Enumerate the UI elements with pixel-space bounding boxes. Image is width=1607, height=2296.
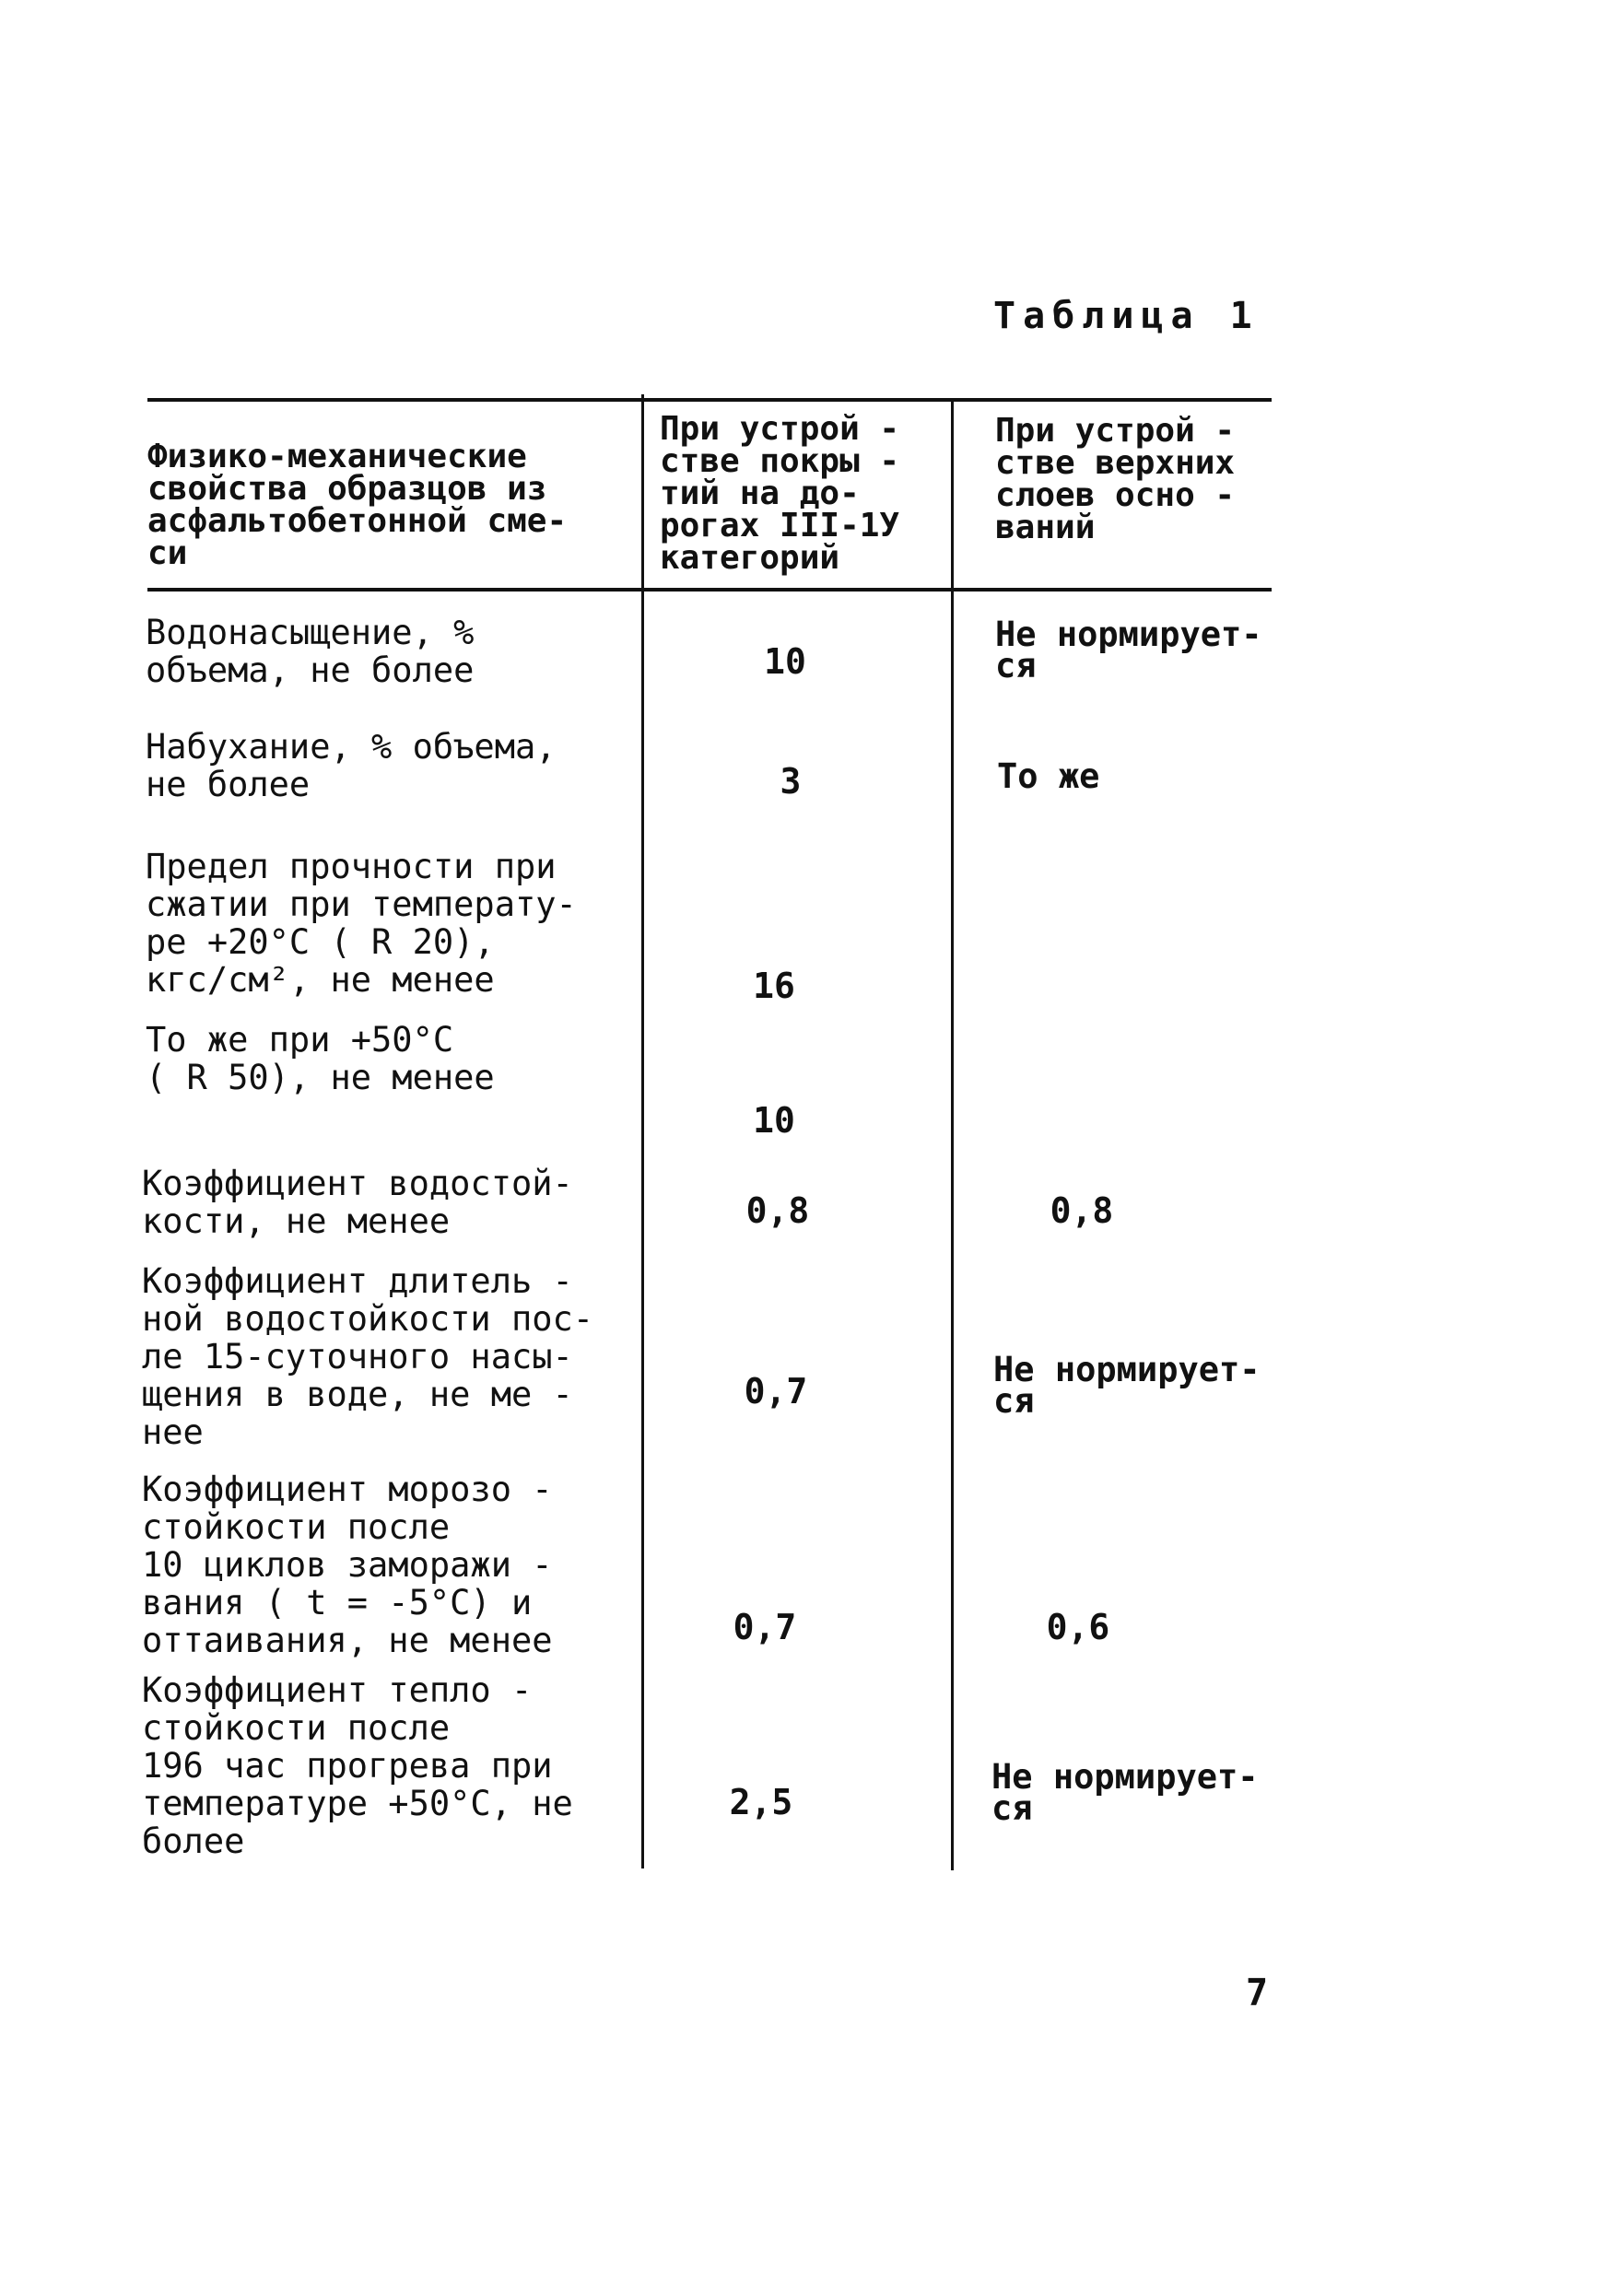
column-divider-1 (641, 394, 644, 1868)
row-value-base: То же (997, 756, 1100, 796)
row-value-base: Не нормирует- ся (991, 1757, 1259, 1828)
row-property: Коэффициент водостой- кости, не менее (142, 1164, 573, 1241)
row-property: То же при +50°С ( R 50), не менее (146, 1020, 495, 1097)
row-value-coverings: 0,7 (733, 1607, 797, 1647)
row-value-base: Не нормирует- ся (993, 1350, 1261, 1421)
row-value-base: Не нормирует- ся (995, 615, 1262, 685)
row-value-coverings: 3 (780, 761, 802, 802)
row-value-coverings: 10 (764, 641, 806, 682)
row-value-coverings: 10 (753, 1100, 795, 1141)
header-property: Физико-механические свойства образцов из асфальтобетонной сме- си (147, 438, 568, 572)
row-property: Водонасыщение, % объема, не более (146, 613, 475, 690)
table-caption: Таблица 1 (993, 295, 1260, 337)
row-property: Набухание, % объема, не более (146, 727, 557, 804)
row-value-base: 0,6 (1046, 1607, 1110, 1647)
row-value-coverings: 16 (753, 966, 795, 1006)
page-number: 7 (1246, 1972, 1269, 2014)
row-value-coverings: 0,7 (744, 1371, 808, 1412)
row-property: Коэффициент длитель - ной водостойкости пос- ле 15-суточного насы- щения в воде, не ме - нее (142, 1261, 594, 1452)
row-value-coverings: 0,8 (745, 1190, 810, 1231)
row-property: Коэффициент тепло - стойкости после 196 час прогрева при температуре +50°С, не более (142, 1670, 573, 1861)
header-bottom-rule (147, 588, 1272, 592)
header-road-coverings: При устрой - стве покры - тий на до- рогах III-1У категорий (660, 410, 900, 577)
row-property: Коэффициент морозо - стойкости после 10 циклов заморажи - вания ( t = -5°С) и оттаивания, не менее (142, 1470, 553, 1660)
column-divider-2 (951, 400, 954, 1870)
row-value-base: 0,8 (1050, 1190, 1114, 1231)
header-base-layers: При устрой - стве верхних слоев осно - ваний (995, 412, 1236, 546)
row-value-coverings: 2,5 (729, 1782, 793, 1822)
table-top-rule (147, 398, 1272, 402)
row-property: Предел прочности при сжатии при температу- ре +20°С ( R 20), кгс/см², не менее (146, 847, 577, 1000)
